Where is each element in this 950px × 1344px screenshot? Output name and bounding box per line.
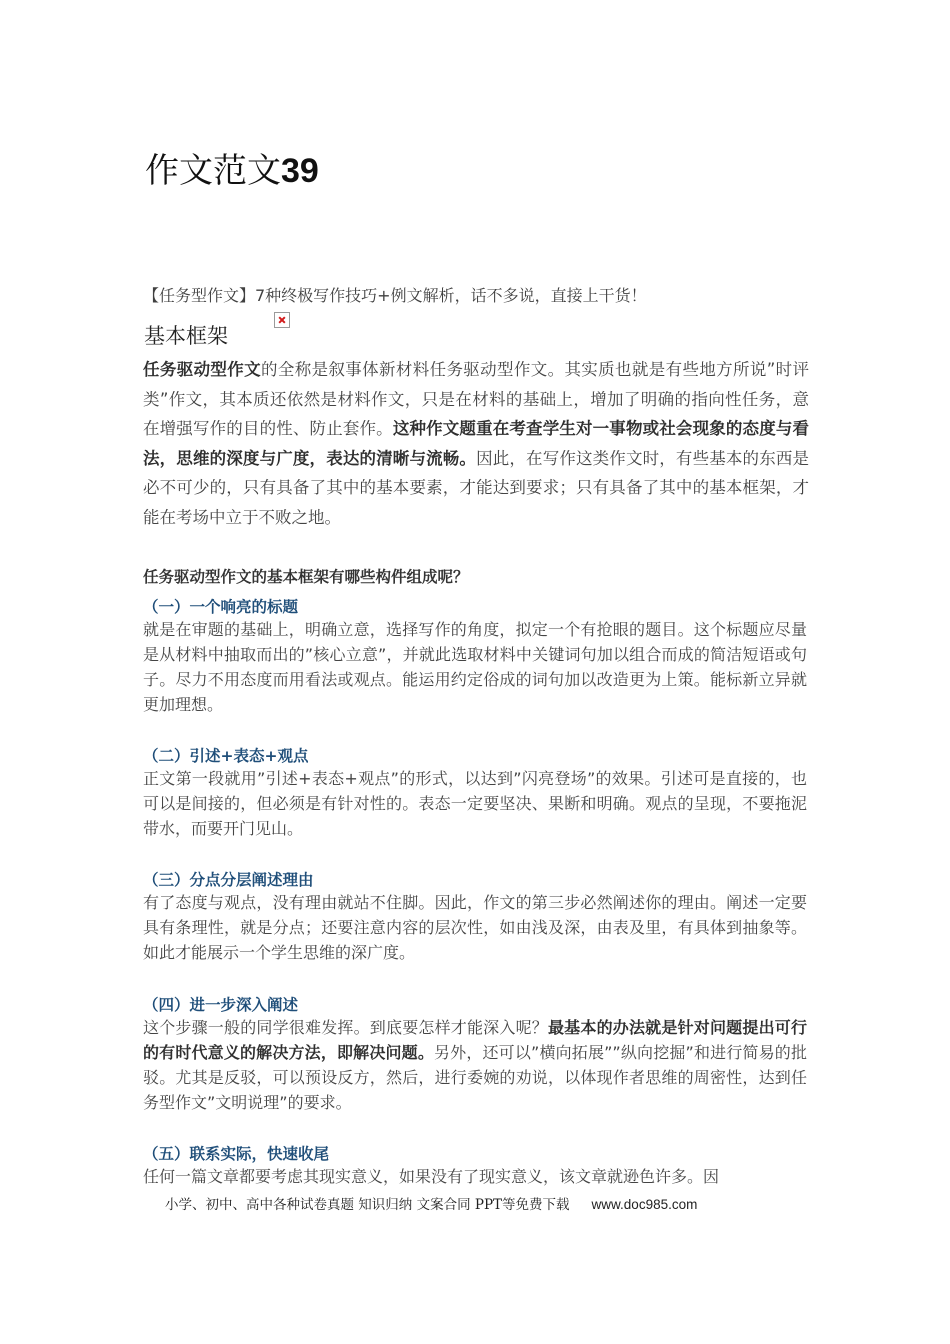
subtitle: 【任务型作文】7种终极写作技巧+例文解析，话不多说，直接上干货！	[143, 286, 647, 305]
section-4-text-pre: 这个步骤一般的同学很难发挥。到底要怎样才能深入呢？	[143, 1018, 548, 1037]
intro-bold-term: 任务驱动型作文	[143, 360, 262, 379]
intro-text-2: 因此，在写作这类作文时，有些基本的东西是必不可少的，只有具备了其中的基本要素，才能达到要求；只有具备了其中的基本框架，才能在考场中立于不败之地。	[143, 448, 810, 527]
section-4-text-post: 另外，还可以”横向拓展””纵向挖掘”和进行简易的批驳。尤其是反驳，可以预设反方，然后，进行委婉的劝说，以体现作者思维的周密性，达到任务型作文”文明说理”的要求。	[143, 1043, 807, 1112]
section-3-heading: （三）分点分层阐述理由	[143, 871, 314, 889]
section-5-body: 任何一篇文章都要考虑其现实意义，如果没有了现实意义，该文章就逊色许多。因	[143, 1167, 720, 1186]
section-4-body	[143, 1015, 807, 1115]
section-2-heading: （二）引述+表态+观点	[143, 747, 309, 765]
document-title	[145, 143, 319, 192]
title-number: 39	[281, 152, 319, 190]
page-footer	[165, 1193, 697, 1213]
section-2-body: 正文第一段就用”引述+表态+观点”的形式，以达到”闪亮登场”的效果。引述可是直接的，也可以是间接的，但必须是有针对性的。表态一定要坚决、果断和明确。观点的呈现，不要拖泥带水，而要开门见山。	[143, 769, 807, 838]
section-5-heading: （五）联系实际，快速收尾	[143, 1145, 330, 1163]
question-heading: 任务驱动型作文的基本框架有哪些构件组成呢？	[143, 568, 469, 586]
section-4-bold: 最基本的办法就是针对问题提出可行的有时代意义的解决方法，即解决问题。	[143, 1018, 807, 1062]
title-text: 作文范文	[145, 151, 281, 191]
section-4-heading: （四）进一步深入阐述	[143, 996, 299, 1014]
intro-text-1: 的全称是叙事体新材料任务驱动型作文。其实质也就是有些地方所说”时评类”作文，其本质还依然是材料作文，只是在材料的基础上，增加了明确的指向性任务，意在增强写作的目的性、防止套作。	[143, 360, 809, 438]
footer-text: 小学、初中、高中各种试卷真题 知识归纳 文案合同 PPT等免费下载	[165, 1197, 570, 1213]
section-3-body: 有了态度与观点，没有理由就站不住脚。因此，作文的第三步必然阐述你的理由。阐述一定要具有条理性，就是分点；还要注意内容的层次性，如由浅及深，由表及里，有具体到抽象等。如此才能展示一个学生思维的深广度。	[143, 893, 807, 962]
broken-image-icon	[274, 312, 290, 328]
section-heading: 基本框架	[144, 324, 228, 348]
intro-bold-sentence: 这种作文题重在考查学生对一事物或社会现象的态度与看法，思维的深度与广度，表达的清晰与流畅。	[143, 419, 810, 468]
footer-url[interactable]: www.doc985.com	[591, 1197, 698, 1212]
section-1-body: 就是在审题的基础上，明确立意，选择写作的角度，拟定一个有抢眼的题目。这个标题应尽量是从材料中抽取而出的”核心立意”，并就此选取材料中关键词句加以组合而成的简洁短语或句子。尽力不用态度而用看法或观点。能运用约定俗成的词句加以改造更为上策。能标新立异就更加理想。	[143, 620, 807, 714]
section-1-heading: （一）一个响亮的标题	[143, 598, 299, 616]
intro-paragraph	[143, 355, 809, 532]
